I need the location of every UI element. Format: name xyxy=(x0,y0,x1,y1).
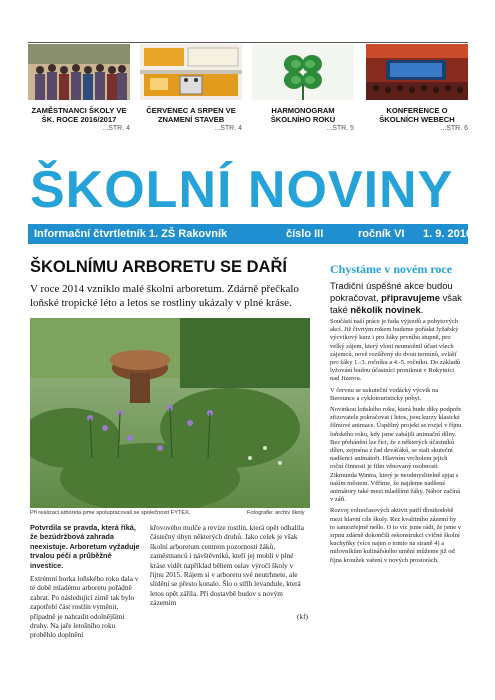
teaser-page-ref: ...STR. 6 xyxy=(440,125,468,132)
teaser-caption: ZAMĚSTNANCI ŠKOLY VE ŠK. ROCE 2016/2017 xyxy=(31,106,127,124)
article-column-1 xyxy=(30,523,142,644)
volume-number: ročník VI xyxy=(358,228,405,240)
photo-credit: Fotografie: archiv školy xyxy=(247,510,305,516)
article-lead: V roce 2014 vzniklo malé školní arboretum. Zdárně přečkalo loňské tropické léto a letos se rostliny ukázaly v plné kráse. xyxy=(30,283,299,309)
top-rule xyxy=(28,42,468,43)
teaser-page-ref: ...STR. 4 xyxy=(102,125,130,132)
teaser-conference[interactable] xyxy=(366,44,468,133)
clover-leaf-photo xyxy=(252,44,354,100)
article-intro-bold: Potvrdila se pravda, která říká, že bezúdržbová zahrada neexistuje. Arboretum vyžaduje trvalou péči a průběžné investice. xyxy=(30,523,140,570)
article-signature: (kf) xyxy=(297,611,308,621)
teaser-caption: ČERVENEC A SRPEN VE ZNAMENÍ STAVEB xyxy=(146,106,236,124)
article-paragraph: křovového mulče a revize rostlin, která opět odhalila částečný úhyn některých druhů. Jako celek je však školní arboretum centrem pozornosti žáků, zaměstnanců i návštěvníků, kteří jej mohli v plné kráse vidět například během oslav výročí školy v říjnu 2015. Rájem si v arboretu své neutrhnete, ale slídění se přesto konalo. Šlo o stříh levandule, která letos opět zářila. Při dostavbě budov s novým zázemím xyxy=(150,523,304,608)
issue-number: číslo III xyxy=(286,228,324,240)
teaser-strip xyxy=(28,44,468,156)
arboretum-photo xyxy=(30,318,310,508)
teaser-staff[interactable] xyxy=(28,44,130,133)
sidebar-lead-text: však také xyxy=(330,292,462,315)
sidebar-lead-emphasis: několik novinek xyxy=(350,304,421,315)
teaser-caption: KONFERENCE O ŠKOLNÍCH WEBECH xyxy=(379,106,455,124)
staff-group-photo xyxy=(28,44,130,100)
masthead-title: ŠKOLNÍ NOVINY xyxy=(30,161,454,219)
sidebar-lead xyxy=(330,280,462,316)
sidebar-body xyxy=(330,318,462,568)
conference-hall-photo xyxy=(366,44,468,100)
article-headline: ŠKOLNÍMU ARBORETU SE DAŘÍ xyxy=(30,258,287,276)
sidebar-paragraph: V červnu se uskuteční vodácký výcvik na Berounce a cyklotouristický pobyt. xyxy=(330,386,439,402)
sidebar-lead-text: Tradiční úspěšné akce budou pokračovat, xyxy=(330,280,453,303)
publication-subtitle: Informační čtvrtletník 1. ZŠ Rakovník xyxy=(34,228,228,240)
issue-info-bar xyxy=(28,224,472,244)
kitchen-construction-photo xyxy=(140,44,242,100)
teaser-caption: HARMONOGRAM ŠKOLNÍHO ROKU xyxy=(270,106,336,124)
teaser-schedule[interactable] xyxy=(252,44,354,133)
sidebar-heading: Chystáme v novém roce xyxy=(330,262,453,276)
sidebar-lead-text: . xyxy=(420,304,424,315)
photo-caption: Při realizaci arboreta jsme spolupracovali se společností FYTEX. xyxy=(30,510,191,516)
teaser-page-ref: ...STR. 5 xyxy=(326,125,354,132)
sidebar-paragraph: Novinkou loňského roku, která bude díky podpoře zřizovatele pokračovat i letos, jsou kurzy klasické filmové animace. Úspěšný projekt se rozjel v říjnu loňského roku, kdy jsme zahájili animační dílny. Bez přehánění lze říct, že z některých účastníků dílen, zejména z řad deváťáků, se stali skuteční nadšenci animátoři. Hlavním vrcholem jejich roční činnosti je film věnovaný osobnosti Zikmunda Wintra, který je neodmyslitelně spjat s naším městem. Věříme, že najdeme nadšené animátory také mezi mladšími žáky. Nábor začíná v září. xyxy=(330,406,462,504)
sidebar-paragraph: Rozvoj volnočasových aktivit patří dlouhodobě mezi hlavní cíle školy. Rez kvalitního zázemí by to samozřejmě nešlo. O to víc jsme rádi, že jsme v srpnu zdárně dokončili rekonstrukci cvičné školní kuchyňky (více najen o tomto na straně 4) a milovníkům kulinářského umění můžeme již od října kroužek vaření v nových prostorách. xyxy=(330,507,462,564)
teaser-page-ref: ...STR. 4 xyxy=(214,125,242,132)
article-column-2 xyxy=(150,523,308,625)
sidebar-paragraph: Součástí naší práce je řada výjezdů a pobytových akcí. Již čtvrtým rokem budeme pořádat lyžařský výcvikový kurz i pro žáky prvního stupně, pro velký zájem, který vloni neumožnil účast všech zájemců, nově rozšířený do dvou termínů, zvlášť pro žáky 1.-3. ročníku a 4.-5. ročníku. Do základů lyžování budou účastníci proniknut v Rokytnici nad Jizerou. xyxy=(330,318,461,383)
issue-date: 1. 9. 2016 xyxy=(423,228,472,240)
article-paragraph: Extrémní horka loňského roku dala v té době mladému arboretu pořádně zabrat. Po následující zimě tak bylo zapotřebí část rostlin vyměnit, případně je nahradit odolnějšími druhy. Na jaře letošního roku proběhlo doplnění xyxy=(30,574,139,640)
teaser-construction[interactable] xyxy=(140,44,242,133)
sidebar-lead-emphasis: připravujeme xyxy=(381,292,440,303)
